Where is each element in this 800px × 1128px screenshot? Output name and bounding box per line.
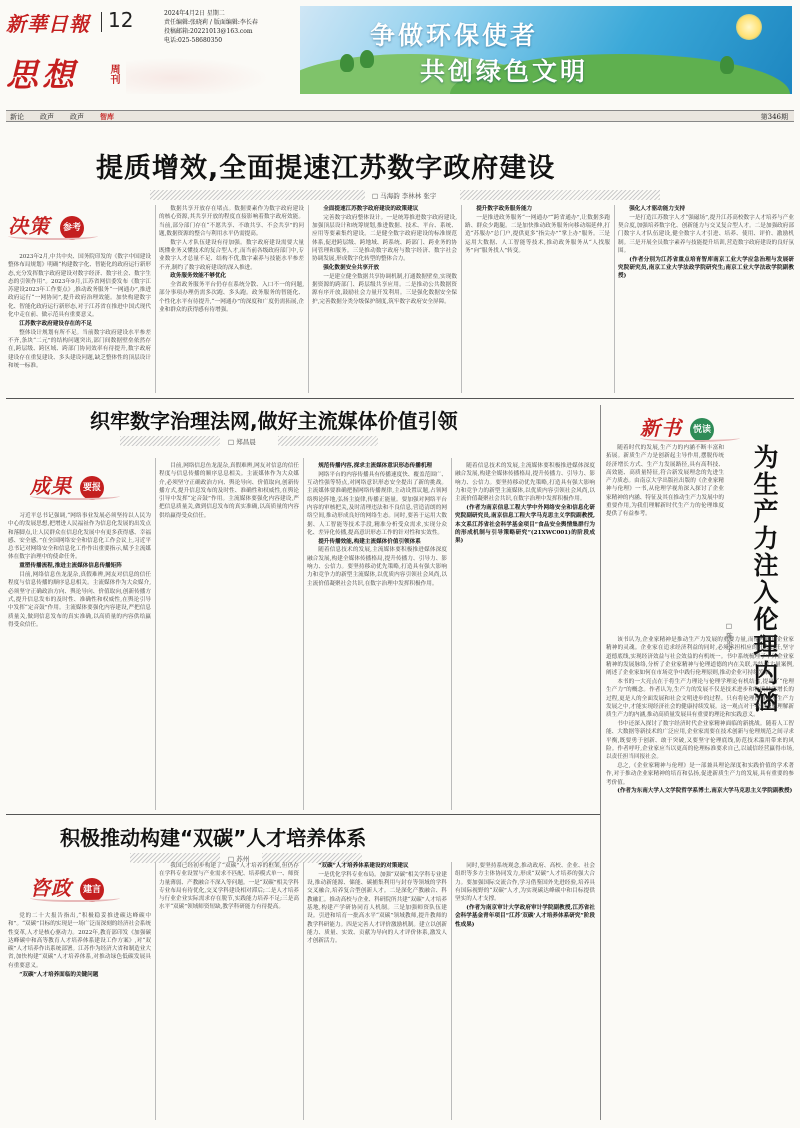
- column-divider: [303, 862, 304, 1120]
- byline-rule: [460, 190, 660, 200]
- paragraph: 随着时代的发展,生产力的内涵不断丰富和拓展。新质生产力是创新起主导作用,摆脱传统经济增长方式、生产力发展路径,具有高科技、高效能、高质量特征,符合新发展理念的先进生产力质态。由南京大学出版社出版的《企业家精神与伦理》一书,从伦理学视角深入探讨了企业家精神的内涵、特征及其在推动生产力发展中的重要作用,为我们理解新时代生产力的伦理维度提供了有益参考。: [606, 445, 724, 518]
- article3-headline: 为生产力注入伦理内涵: [750, 444, 779, 714]
- paragraph: 网络平台的内容传播具有传播速度快、覆盖范围广、互动性强等特点,对网络意识形态安全提出了新的挑战。主流媒体要准确把握网络传播规律,主动设置议题,占领网络舆论阵地,弘扬主旋律,传播正能量。要加强对网络平台内容的审核把关,及时清理违法和不良信息,营造清朗的网络空间,推动形成良好的网络生态。同时,要善于运用大数据、人工智能等技术手段,精准分析受众需求,实现分众化、差异化传播,提高意识形态工作的针对性和实效性。: [307, 471, 447, 536]
- subheading: 江苏数字政府建设存在的不足: [19, 320, 92, 327]
- banner-slogan-1: 争做环保使者: [370, 21, 539, 50]
- article2-col4: [455, 462, 595, 810]
- nav-item[interactable]: 政声: [70, 113, 84, 121]
- article4-col2: [159, 862, 299, 1120]
- paragraph: 全省政务服务平台仍存在系统分散、入口不一的问题,部分事项办理仍需多次跑、多头跑。政务服务的智能化、个性化水平有待提升,“一网通办”的深度和广度仍需拓展,企业和群众的获得感有待增强。: [159, 282, 304, 314]
- nav-item[interactable]: 智库: [100, 112, 114, 121]
- article3-top: [606, 444, 724, 632]
- article4-headline: 积极推动构建“双碳”人才培养体系: [60, 826, 367, 850]
- paragraph: 我国已经初步构建了“双碳”人才培养的框架,但仍存在学科专业设置与产业需求不匹配、培养模式单一、师资力量薄弱、产教融合不深入等问题。一是“双碳”相关学科专业布局有待优化,交叉学科建设相对滞后;二是人才培养与行业企业实际需求存在脱节,实践能力培养不足;三是高水平“双碳”领域师资短缺,教学科研能力有待提高。: [159, 863, 299, 911]
- article2-col2: [159, 462, 299, 810]
- article2-col1: [8, 512, 151, 810]
- article1-headline: 提质增效,全面提速江苏数字政府建设: [96, 153, 556, 184]
- column-divider: [451, 458, 452, 810]
- sun-icon: [736, 14, 762, 40]
- article2-headline: 织牢数字治理法网,做好主流媒体价值引领: [90, 409, 458, 433]
- paragraph: 习近平总书记强调,“网络事业发展必须坚持以人民为中心的发展思想,把增进人民福祉作为信息化发展的出发点和落脚点,让人民群众在信息化发展中有更多获得感、幸福感、安全感。”在全国网络安全和信息化工作会议上,习近平总书记对网络安全和信息化工作作出重要指示,赋予主流媒体在数字治理中的使命任务。: [8, 513, 151, 561]
- environment-banner: [300, 6, 792, 94]
- subheading: “双碳”人才培养面临的关键问题: [19, 971, 99, 978]
- byline-rule: [278, 436, 378, 446]
- article2-col3: [307, 462, 447, 810]
- column-divider: [600, 405, 601, 1120]
- tag-swirl: [30, 894, 120, 902]
- subheading: 规范传播内容,探求主流媒体意识形态传播机理: [318, 463, 433, 469]
- author-note: (作者为南京审计大学政府审计学院副教授,江苏省社会科学基金青年项目“江苏‘双碳’人才培养体系研究”阶段性成果): [455, 904, 595, 928]
- tag-seal: 要报: [80, 476, 104, 500]
- paragraph: 该书认为,企业家精神是推动生产力发展的重要力量,而伦理则是企业家精神的灵魂。企业家在追求经济利益的同时,必须承担相应的社会责任,坚守道德底线,实现经济效益与社会效益的有机统一。书中系统梳理了中外企业家精神的发展脉络,分析了企业家精神与伦理道德的内在关联,并结合大量案例,阐述了企业家如何在市场竞争中践行伦理原则,推动企业可持续发展。: [606, 637, 794, 677]
- subheading: 政务服务效能不够优化: [170, 273, 227, 280]
- paragraph: 目前,网络信息鱼龙混杂,真假难辨,网友对信息的信任程度与信息传播的顺序息息相关。主流媒体作为大众媒介,必须坚守正确政治方向、舆论导向、价值取向,创新传播方式,提升信息发布的及时性、准确性和权威性,在舆论引导中发挥“定音鼓”作用。主流媒体要强化内容建设,严把信息质量关,做到信息发布的真实准确,以高质量的内容供给赢得受众信任。: [8, 572, 151, 628]
- subheading: 强化人才驱动能力支持: [629, 206, 686, 212]
- logo-divider: [101, 12, 102, 32]
- paragraph: 一是优化学科专业布局。加强“双碳”相关学科专业建设,推动新能源、储能、碳捕集利用与封存等领域的学科交叉融合,培养复合型创新人才。二是深化产教融合、科教融汇。推动高校与企业、科研院所共建“双碳”人才培养基地,构建产学研协同育人机制。三是加强师资队伍建设。引进和培育一批高水平“双碳”领域教师,提升教师的教学科研能力。四是完善人才评价激励机制。建立以创新能力、质量、实效、贡献为导向的人才评价体系,激发人才创新活力。: [307, 871, 447, 945]
- paragraph: 随着信息技术的发展,主流媒体要积极推进媒体深度融合发展,构建全媒体传播格局,提升传播力、引导力、影响力、公信力。要坚持移动优先策略,打造具有强大影响力和竞争力的新型主流媒体,以优质内容引领社会风尚,以主流价值凝聚社会共识,在数字治理中发挥积极作用。: [307, 547, 447, 587]
- tag-seal: 参考: [60, 216, 84, 240]
- subheading: 强化数据安全共享开放: [323, 265, 380, 272]
- section-tag-decision: [8, 210, 108, 244]
- paragraph: 总之,《企业家精神与伦理》是一部兼具理论深度和实践价值的学术著作,对于推动企业家精神的培育和弘扬,促进新质生产力的发展,具有重要的参考价值。: [606, 762, 794, 786]
- paragraph: 一是打造江苏数字人才“强磁场”,提升江苏高校数字人才培养与产业契合度,加强培养数字化、创新能力与交叉复合型人才。二是加强政府部门数字人才队伍建设,健全数字人才引进、培养、使用、评价、激励机制。三是开展全员数字素养与技能提升培训,营造数字政府建设的良好氛围。: [618, 214, 794, 254]
- editor-info: 责任编辑:张晓莉 / 版面编辑:李长春: [164, 19, 258, 26]
- issue-number: 第346期: [760, 113, 788, 121]
- masthead-ornament: [126, 54, 286, 94]
- article4-col1: [8, 912, 151, 1120]
- paragraph: 本书的一大亮点在于将生产力理论与伦理学理论有机结合,提出了“伦理生产力”的概念。作者认为,生产力的发展不仅是技术进步和物质财富增长的过程,更是人的全面发展和社会文明进步的过程。只有将伦理价值融入生产力发展之中,才能实现经济社会的健康持续发展。这一观点对于我们深刻理解新质生产力的内涵,推动高质量发展具有重要的理论和实践意义。: [606, 678, 794, 719]
- supplement-sub: 周刊: [108, 64, 119, 84]
- column-divider: [155, 458, 156, 810]
- section-rule: [6, 814, 600, 815]
- supplement-title: 思想: [6, 56, 79, 94]
- nav-item[interactable]: 新论: [10, 113, 24, 121]
- author-note: (作者分别为江苏省重点培育智库南京工业大学应急治理与发展研究院研究员,南京工业大学法政学院研究生;南京工业大学法政学院副教授): [618, 256, 794, 280]
- paragraph: 数字人才队伍建设有待加强。数字政府建设需要大量既懂业务又懂技术的复合型人才,而当前各级政府部门中,专业数字人才总量不足、结构不优,数字素养与技能水平参差不齐,制约了数字政府建设的深入推进。: [159, 239, 304, 271]
- issue-date: 2024年4月2日 星期二: [164, 10, 225, 17]
- article1-col2: [159, 205, 304, 393]
- article1-col4: [465, 205, 610, 393]
- paragraph: 随着信息技术的发展,主流媒体要积极推进媒体深度融合发展,构建全媒体传播格局,提升传播力、引导力、影响力、公信力。要坚持移动优先策略,打造具有强大影响力和竞争力的新型主流媒体,以优质内容引领社会风尚,以主流价值凝聚社会共识,在数字治理中发挥积极作用。: [455, 463, 595, 503]
- article4-col4: [455, 862, 595, 1120]
- tag-main: 决策: [8, 214, 50, 238]
- subheading: 提升传播效能,构建主流媒体价值引领体系: [318, 538, 421, 545]
- paragraph: 数据共享开放存在堵点。数据要素作为数字政府建设的核心资源,其共享开放的程度直接影响着数字政府效能。当前,部分部门存在“不愿共享、不敢共享、不会共享”的问题,数据资源的整合与利用水平仍需提高。: [159, 206, 304, 237]
- article1-col1: [8, 253, 151, 391]
- column-divider: [303, 458, 304, 810]
- tag-seal: 悦读: [690, 418, 714, 442]
- paragraph: 一是推进政务服务“一网通办”“跨省通办”,让数据多跑路、群众少跑腿。二是加快推动政务服务向移动端延伸,打造“苏服办”总门户,提供更多“指尖办”“掌上办”服务。三是运用大数据、人工智能等技术,推动政务服务从“人找服务”向“服务找人”转变。: [465, 214, 610, 254]
- tag-main: 成果: [30, 474, 72, 498]
- section-nav: [6, 110, 794, 122]
- article3-byline: □ 陈东宇: [725, 622, 733, 652]
- masthead: [6, 6, 296, 106]
- section-tag-newbook: [640, 412, 750, 446]
- tag-main: 新书: [640, 416, 682, 440]
- nav-item[interactable]: 政声: [40, 113, 54, 121]
- article2-byline: □ 郑昌晨: [228, 438, 256, 446]
- subheading: 提升数字政务服务能力: [476, 206, 533, 212]
- column-divider: [451, 862, 452, 1120]
- column-divider: [155, 205, 156, 393]
- author-note: (作者为南京信息工程大学中外网络安全和信息化研究院副研究员,南京信息工程大学马克思主义学院副教授,本文系江苏省社会科学基金项目“食品安全舆情集群行为的形成机制与引导策略研究”(21XWC001)的阶段成果): [455, 504, 595, 545]
- tree-icon: [720, 56, 734, 74]
- contact-phone: 电话:025-58680350: [164, 37, 223, 44]
- article3-body: [606, 636, 794, 1120]
- tag-swirl: [640, 434, 740, 442]
- paragraph: 2023年2月,中共中央、国务院印发的《数字中国建设整体布局规划》明确“构建数字化、智能化的政府运行新形态,充分发挥数字政府建设对数字经济、数字社会、数字生态的引领作用”。2023年9月,江苏省网信委发布《数字江苏建设2023年工作要点》,推动政务服务“一网通办”,推进政府运行“一网协同”,提升政府治理效能。加快构建数字化、智能化政府运行新形态,对于江苏省在推进中国式现代化中走在前、做示范具有重要意义。: [8, 254, 151, 319]
- paragraph: 同时,要坚持系统观念,推动政府、高校、企业、社会组织等多方主体协同发力,形成“双碳”人才培养的强大合力。要加强国际交流合作,学习借鉴国外先进经验,培养具有国际视野的“双碳”人才,为实现碳达峰碳中和目标提供坚实的人才支撑。: [455, 863, 595, 903]
- paragraph: 完善数字政府整体设计。一是统筹推进数字政府建设,加强顶层设计和统筹规划,推进数据、技术、平台、系统、应用等要素集约建设。二是健全数字政府建设的标准规范体系,促进跨层级、跨地域、跨系统、跨部门、跨业务的协同管理和服务。三是推动数字政府与数字经济、数字社会协调发展,形成数字化转型的整体合力。: [312, 214, 457, 263]
- article1-col3: [312, 205, 457, 393]
- article1-col5: [618, 205, 794, 393]
- paragraph: 党的二十大报告指出,“积极稳妥推进碳达峰碳中和”。“双碳”目标的实现是一场广泛而深刻的经济社会系统性变革,人才是核心驱动力。2022年,教育部印发《加强碳达峰碳中和高等教育人才培养体系建设工作方案》,对“双碳”人才培养作出系统部署。江苏作为经济大省和制造业大省,加快构建“双碳”人才培养体系,对推动绿色低碳发展具有重要意义。: [8, 913, 151, 969]
- paragraph: 目前,网络信息鱼龙混杂,真假难辨,网友对信息的信任程度与信息传播的顺序息息相关。主流媒体作为大众媒介,必须坚守正确政治方向、舆论导向、价值取向,创新传播方式,提升信息发布的及时性、准确性和权威性,在舆论引导中发挥“定音鼓”作用。主流媒体要强化内容建设,严把信息质量关,做到信息发布的真实准确,以高质量的内容供给赢得受众信任。: [159, 463, 299, 519]
- tag-main: 咨政: [30, 876, 72, 900]
- subheading: 重塑传播流程,推进主流媒体信息传播矩阵: [19, 563, 122, 570]
- paragraph: 书中还深入探讨了数字经济时代企业家精神面临的新挑战。随着人工智能、大数据等新技术的广泛应用,企业家需要在技术创新与伦理规范之间寻求平衡,既要勇于创新、敢于突破,又要坚守伦理底线,防范技术滥用带来的风险。作者呼吁,企业家应当以更高的伦理标准要求自己,以诚信经营赢得市场,以责任担当回报社会。: [606, 720, 794, 761]
- section-tag-results: [30, 470, 130, 504]
- column-divider: [461, 205, 462, 393]
- tag-swirl: [8, 232, 98, 240]
- subheading: 全面提速江苏数字政府建设的政策建议: [323, 206, 419, 212]
- banner-slogan-2: 共创绿色文明: [420, 57, 589, 86]
- tag-seal: 建言: [80, 878, 104, 902]
- section-rule: [6, 398, 794, 399]
- subheading: “双碳”人才培养体系建设的对策建议: [318, 863, 409, 869]
- paper-logo: 新華日報: [6, 12, 90, 36]
- column-divider: [155, 862, 156, 1120]
- article4-byline: □ 苏州: [228, 855, 250, 863]
- paragraph: 整体设计规划有所不足。当前数字政府建设水平参差不齐,条块“二元”的结构问题突出,部门间数据壁垒依然存在,跨层级、跨区域、跨部门协同效率有待提升,数字政府建设存在重复建设、多头建设问题,缺乏整体性的顶层设计和统一标准。: [8, 329, 151, 369]
- byline-rule: [150, 190, 365, 200]
- byline-rule: [120, 436, 220, 446]
- contact-email: 投稿邮箱:20221013@163.com: [164, 28, 253, 35]
- tree-icon: [360, 50, 374, 68]
- page-number: 12: [108, 8, 134, 32]
- article1-byline: □ 马海韵 李林林 张宇: [372, 192, 437, 200]
- article4-col3: [307, 862, 447, 1120]
- paragraph: 一是建立健全数据共享协调机制,打通数据壁垒,实现数据资源的跨部门、跨层级共享应用。二是推动公共数据资源有序开放,鼓励社会力量开发利用。三是强化数据安全保护,完善数据分类分级保护制度,筑牢数字政府安全屏障。: [312, 273, 457, 305]
- author-note: (作者为东南大学人文学院哲学系博士,南京大学马克思主义学院副教授): [617, 788, 793, 795]
- section-tag-advisory: [30, 872, 130, 906]
- column-divider: [614, 205, 615, 393]
- column-divider: [308, 205, 309, 393]
- tree-icon: [340, 54, 354, 72]
- tag-swirl: [30, 492, 120, 500]
